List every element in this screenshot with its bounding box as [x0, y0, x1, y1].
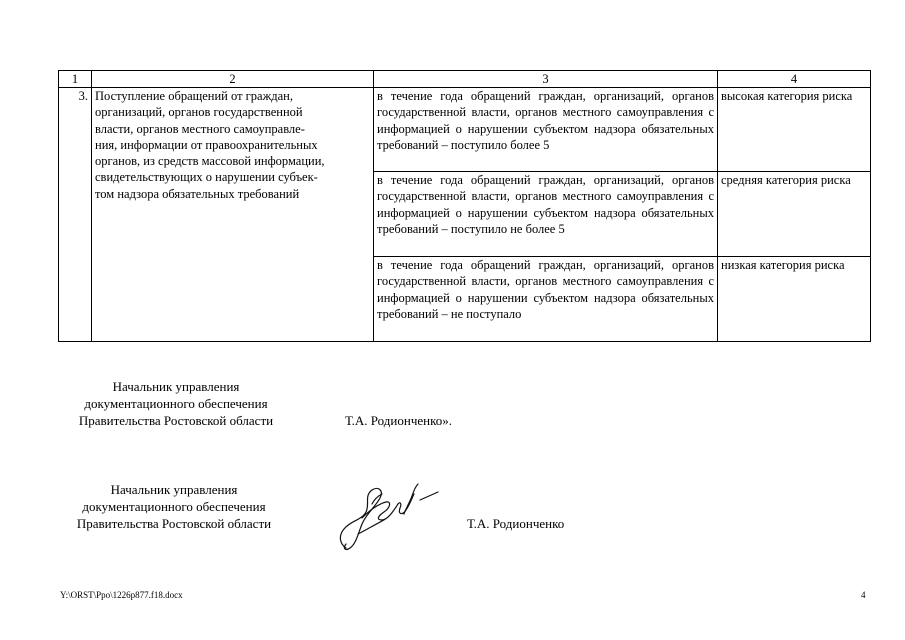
header-cell-1: 1 — [59, 71, 92, 88]
criterion-cell — [92, 88, 374, 342]
criterion-line: органов, из средств массовой информации, — [95, 154, 325, 169]
criterion-line: свидетельствующих о нарушении субъек- — [95, 170, 318, 185]
signatory-title-line: документационного обеспечения — [82, 499, 266, 514]
condition-cell-low: в течение года обращений граждан, организаций, органов государственной власти, органов местного самоуправления с информацией о нарушении субъектом надзора обязательных требований – не поступало — [374, 257, 718, 342]
signatory-name-2: Т.А. Родионченко — [467, 516, 565, 531]
table-row — [59, 88, 871, 172]
header-cell-3: 3 — [374, 71, 718, 88]
signatory-title-1 — [58, 378, 294, 429]
file-path-footer: Y:\ORST\Ppo\1226p877.f18.docx — [60, 590, 183, 600]
signatory-title-2 — [56, 481, 292, 532]
table-header-row — [59, 71, 871, 88]
signatory-name-1: Т.А. Родионченко». — [345, 413, 453, 428]
handwritten-signature — [332, 474, 444, 554]
criterion-line: организаций, органов государственной — [95, 105, 303, 120]
signatory-title-line: Начальник управления — [110, 482, 238, 497]
criterion-line: власти, органов местного самоуправле- — [95, 121, 305, 136]
signatory-title-line: документационного обеспечения — [84, 396, 268, 411]
category-cell-high: высокая категория риска — [718, 88, 871, 172]
header-cell-4: 4 — [718, 71, 871, 88]
header-cell-2: 2 — [92, 71, 374, 88]
condition-cell-high: в течение года обращений граждан, организаций, органов государственной власти, органов местного самоуправления с информацией о нарушении субъектом надзора обязательных требований – поступило более 5 — [374, 88, 718, 172]
signatory-title-line: Правительства Ростовской области — [76, 516, 272, 531]
criterion-line: Поступление обращений от граждан, — [95, 89, 293, 103]
page-number: 4 — [861, 590, 866, 600]
category-cell-low: низкая категория риска — [718, 257, 871, 342]
signatory-title-line: Начальник управления — [112, 379, 240, 394]
category-cell-medium: средняя категория риска — [718, 172, 871, 257]
criterion-line: ния, информации от правоохранительных — [95, 137, 318, 152]
row-number-cell: 3. — [59, 88, 92, 342]
condition-cell-medium: в течение года обращений граждан, организаций, органов государственной власти, органов местного самоуправления с информацией о нарушении субъектом надзора обязательных требований – поступило не более 5 — [374, 172, 718, 257]
criterion-line: том надзора обязательных требований — [95, 186, 300, 201]
risk-criteria-table — [58, 70, 871, 342]
signatory-title-line: Правительства Ростовской области — [78, 413, 274, 428]
